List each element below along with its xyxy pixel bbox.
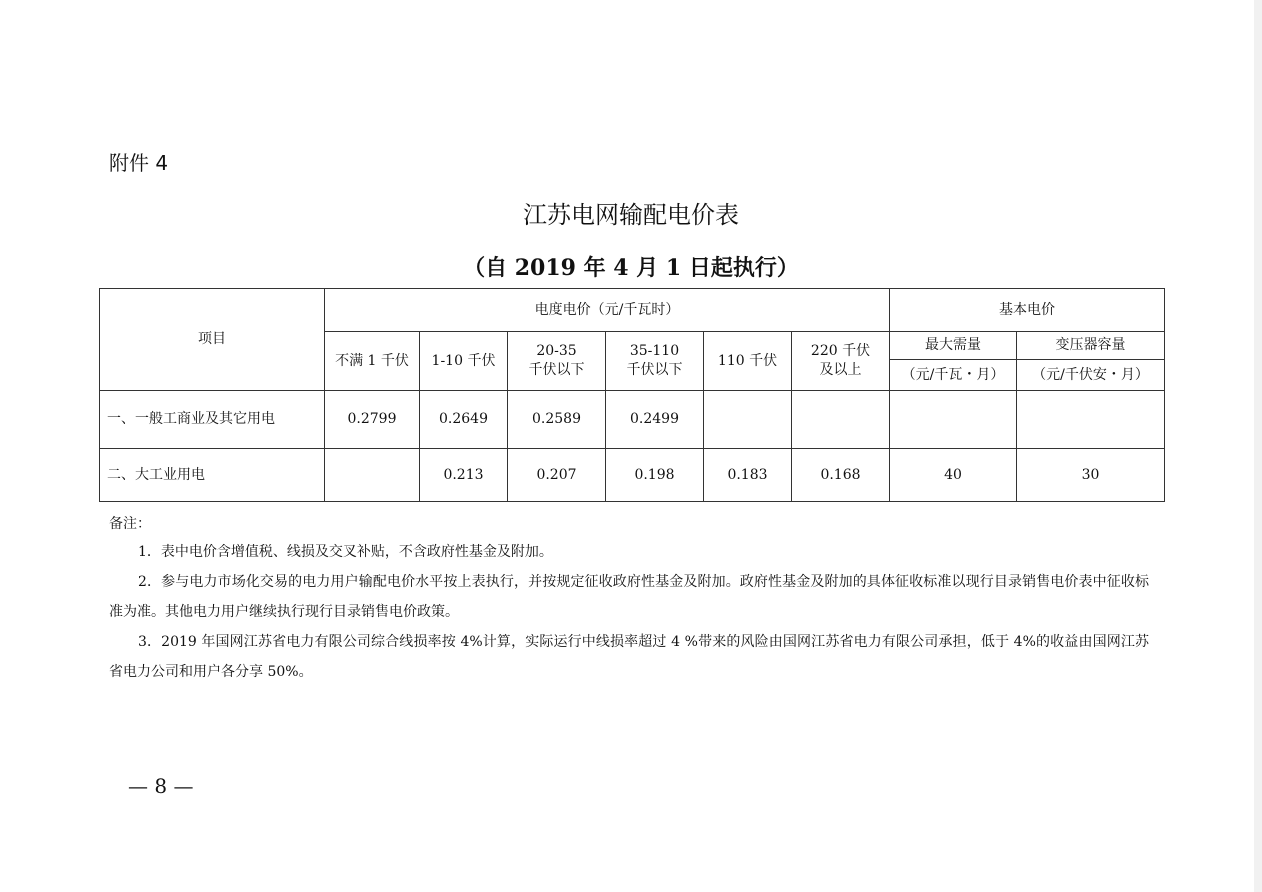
- remarks-title: 备注：: [109, 516, 151, 532]
- price-cell: 0.168: [792, 449, 890, 502]
- attachment-label: 附件 4: [109, 151, 169, 175]
- page-number: — 8 —: [128, 774, 194, 798]
- price-cell: [325, 449, 420, 502]
- price-cell: 0.198: [606, 449, 704, 502]
- price-cell: 0.207: [508, 449, 606, 502]
- table-row: [100, 449, 1165, 502]
- voltage-header-35-110kv: 35-110 千伏以下: [606, 332, 704, 391]
- price-cell: 30: [1017, 449, 1165, 502]
- max-demand-header: 最大需量: [890, 332, 1017, 360]
- price-cell: [704, 391, 792, 449]
- remark-note-2: 2．参与电力市场化交易的电力用户输配电价水平按上表执行，并按规定征收政府性基金及附加。政府性基金及附加的具体征收标准以现行目录销售电价表中征收标准为准。其他电力用户继续执行现行目录销售电价政策。: [109, 574, 1149, 620]
- transformer-capacity-header: 变压器容量: [1017, 332, 1165, 360]
- max-demand-unit: （元/千瓦・月）: [890, 360, 1017, 391]
- transformer-capacity-unit: （元/千伏安・月）: [1017, 360, 1165, 391]
- table-row: [100, 391, 1165, 449]
- price-cell: 0.2649: [420, 391, 508, 449]
- price-cell: 0.2499: [606, 391, 704, 449]
- voltage-header-220kv-above: 220 千伏 及以上: [792, 332, 890, 391]
- price-cell: 0.2589: [508, 391, 606, 449]
- item-header-cell: 项目: [100, 289, 325, 391]
- row-label: 二、大工业用电: [100, 449, 325, 502]
- price-cell: 0.213: [420, 449, 508, 502]
- effective-date-subtitle: （自 2019 年 4 月 1 日起执行）: [463, 255, 799, 281]
- price-cell: [1017, 391, 1165, 449]
- row-label: 一、一般工商业及其它用电: [100, 391, 325, 449]
- page-edge-shadow: [1254, 0, 1262, 892]
- voltage-header-20-35kv: 20-35 千伏以下: [508, 332, 606, 391]
- document-title: 江苏电网输配电价表: [523, 201, 739, 229]
- price-cell: 0.183: [704, 449, 792, 502]
- voltage-header-110kv: 110 千伏: [704, 332, 792, 391]
- voltage-header-below-1kv: 不满 1 千伏: [325, 332, 420, 391]
- price-cell: [792, 391, 890, 449]
- remark-note-3: 3．2019 年国网江苏省电力有限公司综合线损率按 4%计算，实际运行中线损率超过 4 %带来的风险由国网江苏省电力有限公司承担，低于 4%的收益由国网江苏省电力公司和用户各分享 50%。: [109, 634, 1149, 680]
- remark-note-1: 1．表中电价含增值税、线损及交叉补贴，不含政府性基金及附加。: [138, 544, 553, 560]
- tariff-table: [99, 288, 1165, 502]
- energy-price-group-header: 电度电价（元/千瓦时）: [325, 289, 890, 332]
- voltage-header-1-10kv: 1-10 千伏: [420, 332, 508, 391]
- price-cell: 40: [890, 449, 1017, 502]
- basic-price-group-header: 基本电价: [890, 289, 1165, 332]
- price-cell: [890, 391, 1017, 449]
- price-cell: 0.2799: [325, 391, 420, 449]
